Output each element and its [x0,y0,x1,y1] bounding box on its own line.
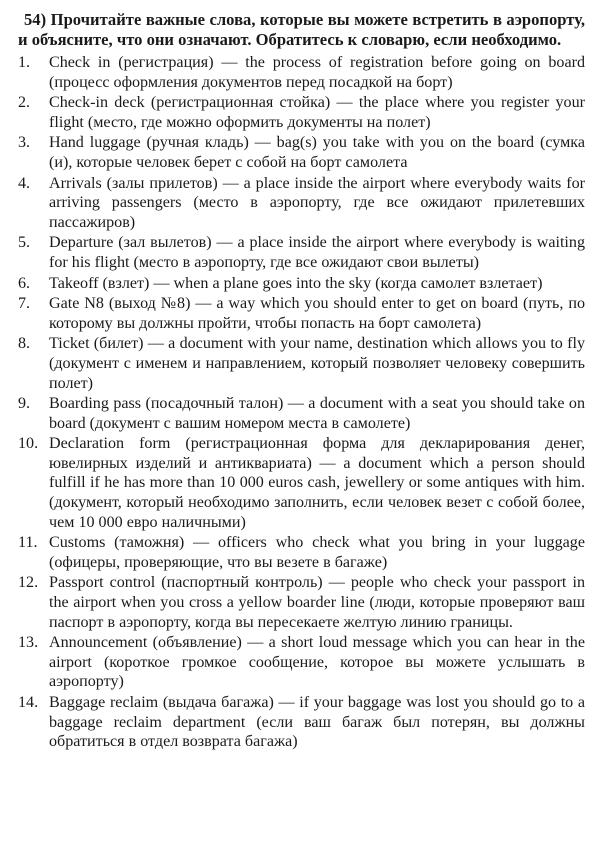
list-item [18,573,585,632]
item-text: Departure (зал вылетов) — a place inside the airport where everybody is waiting for his flight (место в аэропорту, где все ожидают свои вылеты) [49,234,585,271]
item-number: 14. [18,694,39,711]
item-number: 3. [18,134,31,152]
exercise-instruction: Прочитайте важные слова, которые вы можете встретить в аэропорту, и объясните, что они означают. Обратитесь к словарю, если необходимо. [18,10,586,49]
vocabulary-list [18,53,585,752]
exercise-number: 54) [24,10,47,29]
exercise-heading [18,10,585,49]
list-item [18,693,585,752]
list-item [18,334,585,393]
item-text: Baggage reclaim (выдача багажа) — if your baggage was lost you should go to a baggage reclaim department (если ваш багаж был потерян, вы должны обратиться в отдел возврата багажа) [49,694,585,751]
item-number: 4. [18,174,31,192]
item-number: 5. [18,234,31,252]
item-text: Check-in deck (регистрационная стойка) — the place where you register your flight (место, где можно оформить документы на полет) [49,94,585,131]
item-number: 9. [18,395,31,413]
list-item [18,53,585,92]
list-item [18,294,585,333]
item-text: Hand luggage (ручная кладь) — bag(s) you take with you on the board (сумка (и), которые человек берет с собой на борт самолета [49,134,585,171]
item-number: 7. [18,295,31,313]
list-item [18,394,585,433]
list-item [18,274,585,294]
item-number: 11. [18,534,38,552]
list-item [18,233,585,272]
item-text: Announcement (объявление) — a short loud message which you can hear in the airport (короткое громкое сообщение, которое вы можете услышать в аэропорту) [49,634,585,691]
list-item [18,133,585,172]
item-text: Ticket (билет) — a document with your name, destination which allows you to fly (документ с именем и направлением, который позволяет человеку совершить полет) [49,335,585,392]
list-item [18,533,585,572]
item-text: Check in (регистрация) — the process of registration before going on board (процесс оформления документов перед посадкой на борт) [49,54,585,91]
item-text: Customs (таможня) — officers who check what you bring in your luggage (офицеры, проверяющие, что вы везете в багаже) [49,534,585,571]
item-number: 2. [18,94,31,112]
item-number: 8. [18,335,31,353]
item-number: 6. [18,274,31,292]
list-item [18,174,585,233]
list-item [18,93,585,132]
item-number: 10. [18,435,39,453]
item-text: Passport control (паспортный контроль) — people who check your passport in the airport when you cross a yellow boarder line (люди, которые проверяют ваш паспорт в аэропорту, когда вы пересекаете желтую линию границы. [49,574,585,631]
item-text: Takeoff (взлет) — when a plane goes into the sky (когда самолет взлетает) [49,274,543,292]
item-number: 1. [18,54,31,71]
item-text: Arrivals (залы прилетов) — a place inside the airport where everybody waits for arriving passengers (место в аэропорту, где все ожидают прилетевших пассажиров) [49,174,585,231]
list-item [18,633,585,692]
item-text: Boarding pass (посадочный талон) — a document with a seat you should take on board (документ с вашим номером места в самолете) [49,395,585,432]
item-text: Gate N8 (выход №8) — a way which you should enter to get on board (путь, по которому вы должны пройти, чтобы попасть на борт самолета) [49,295,585,332]
item-number: 12. [18,574,39,592]
item-number: 13. [18,634,39,652]
list-item [18,434,585,532]
item-text: Declaration form (регистрационная форма для декларирования денег, ювелирных изделий и антиквариата) — a document which a person should fulfill if he has more than 10 000 euros cash, jewellery or some antiques with him. (документ, который необходимо заполнить, если человек везет с собой более, чем 10 000 евро наличными) [49,435,585,531]
